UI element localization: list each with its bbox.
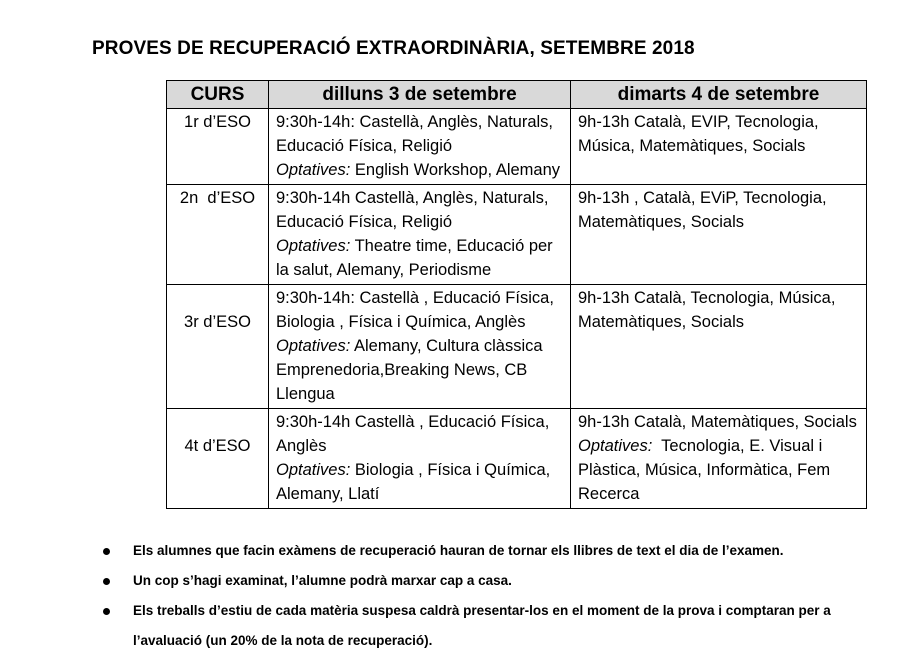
table-row xyxy=(167,109,867,185)
header-monday: dilluns 3 de setembre xyxy=(269,81,571,109)
cell-line: 9h-13h Català, Matemàtiques, Socials xyxy=(578,413,857,431)
page-title: PROVES DE RECUPERACIÓ EXTRAORDINÀRIA, SETEMBRE 2018 xyxy=(92,38,695,59)
cell-line: Música, Matemàtiques, Socials xyxy=(578,137,806,155)
header-tuesday: dimarts 4 de setembre xyxy=(571,81,867,109)
table-row xyxy=(167,285,867,409)
tuesday-cell xyxy=(571,109,867,185)
course-cell xyxy=(167,409,269,509)
cell-line: 9:30h-14h: Castellà , Educació Física, xyxy=(276,289,554,307)
note-item xyxy=(100,536,863,566)
cell-line: 9h-13h Català, Tecnologia, Música, xyxy=(578,289,836,307)
monday-cell xyxy=(269,109,571,185)
optatives-label: Optatives: xyxy=(578,437,653,455)
tuesday-cell xyxy=(571,409,867,509)
optatives-text: Tecnologia, E. Visual i Plàstica, Música, Informàtica, Fem Recerca xyxy=(578,437,835,503)
optatives-line xyxy=(276,458,563,506)
optatives-line xyxy=(276,158,563,182)
schedule-table xyxy=(166,80,867,509)
cell-line: Anglès xyxy=(276,437,327,455)
bullet-icon xyxy=(103,548,110,555)
cell-line: 9h-13h , Català, EViP, Tecnologia, xyxy=(578,189,827,207)
optatives-text: Theatre time, Educació per la salut, Alemany, Periodisme xyxy=(276,237,553,279)
table-row xyxy=(167,409,867,509)
cell-line: Matemàtiques, Socials xyxy=(578,313,744,331)
header-course: CURS xyxy=(167,81,269,109)
cell-line: Matemàtiques, Socials xyxy=(578,213,744,231)
tuesday-cell xyxy=(571,185,867,285)
cell-line: Biologia , Física i Química, Anglès xyxy=(276,313,526,331)
tuesday-cell xyxy=(571,285,867,409)
optatives-line xyxy=(276,234,563,282)
cell-line: 9h-13h Català, EVIP, Tecnologia, xyxy=(578,113,819,131)
course-cell xyxy=(167,285,269,409)
monday-cell xyxy=(269,409,571,509)
course-label: 4t d’ESO xyxy=(184,437,251,455)
cell-line: 9:30h-14h: Castellà, Anglès, Naturals, xyxy=(276,113,553,131)
optatives-label: Optatives: xyxy=(276,337,351,355)
note-text: Els alumnes que facin exàmens de recuperació hauran de tornar els llibres de text el dia de l’examen. xyxy=(133,543,784,558)
notes-list xyxy=(100,536,863,656)
note-text: Un cop s’hagi examinat, l’alumne podrà marxar cap a casa. xyxy=(133,573,512,588)
cell-line: Educació Física, Religió xyxy=(276,137,453,155)
bullet-icon xyxy=(103,578,110,585)
optatives-text: Alemany, Cultura clàssica Emprenedoria,Breaking News, CB Llengua xyxy=(276,337,543,403)
course-cell: 2n d’ESO xyxy=(167,185,269,285)
optatives-label: Optatives: xyxy=(276,161,351,179)
optatives-text: Biologia , Física i Química, Alemany, Llatí xyxy=(276,461,551,503)
optatives-label: Optatives: xyxy=(276,461,351,479)
optatives-line xyxy=(276,334,563,406)
cell-line: 9:30h-14h Castellà , Educació Física, xyxy=(276,413,550,431)
monday-cell xyxy=(269,185,571,285)
optatives-label: Optatives: xyxy=(276,237,351,255)
note-item xyxy=(100,566,863,596)
course-label: 3r d’ESO xyxy=(184,313,251,331)
monday-cell xyxy=(269,285,571,409)
note-item xyxy=(100,596,863,656)
course-cell: 1r d’ESO xyxy=(167,109,269,185)
cell-line: Educació Física, Religió xyxy=(276,213,453,231)
table-row xyxy=(167,185,867,285)
optatives-text: English Workshop, Alemany xyxy=(350,161,561,179)
table-header-row xyxy=(167,81,867,109)
note-text: Els treballs d’estiu de cada matèria suspesa caldrà presentar-los en el moment de la prova i comptaran per a l’avaluació (un 20% de la nota de recuperació). xyxy=(133,603,831,648)
cell-line: 9:30h-14h Castellà, Anglès, Naturals, xyxy=(276,189,549,207)
optatives-line xyxy=(578,434,859,506)
bullet-icon xyxy=(103,608,110,615)
